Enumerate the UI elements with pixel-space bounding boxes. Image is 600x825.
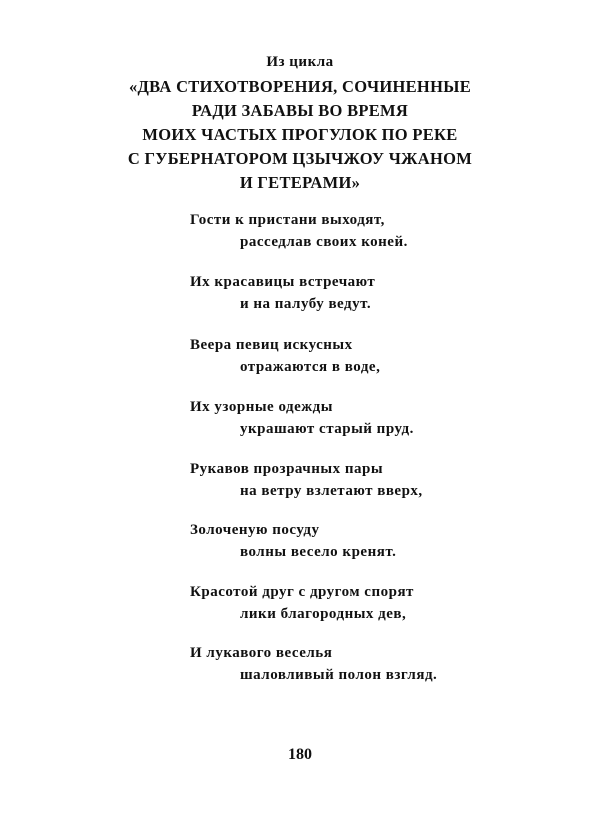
cycle-label: Из цикла (266, 54, 334, 70)
title-line: И ГЕТЕРАМИ» (239, 173, 361, 192)
verse-line-indented: и на палубу ведут. (240, 296, 372, 312)
verse-line: Веера певиц искусных (190, 337, 353, 353)
poem-title (0, 77, 600, 197)
verse-line: Гости к пристани выходят, (190, 212, 385, 228)
title-line: С ГУБЕРНАТОРОМ ЦЗЫЧЖОУ ЧЖАНОМ (127, 149, 473, 168)
verse-line-indented: лики благородных дев, (240, 606, 407, 622)
verse-line-indented: на ветру взлетают вверх, (240, 483, 423, 499)
verse-line-indented: расседлав своих коней. (240, 234, 408, 250)
verse-line: И лукавого веселья (190, 645, 333, 661)
verse-line-indented: отражаются в воде, (240, 359, 381, 375)
verse-line: Их узорные одежды (190, 399, 333, 415)
verse-line-indented: шаловливый полон взгляд. (240, 667, 438, 683)
verse-line: Золоченую посуду (190, 522, 320, 538)
verse-line: Их красавицы встречают (190, 274, 376, 290)
title-line: МОИХ ЧАСТЫХ ПРОГУЛОК ПО РЕКЕ (142, 125, 458, 144)
title-line: РАДИ ЗАБАВЫ ВО ВРЕМЯ (191, 101, 409, 120)
verse-line-indented: украшают старый пруд. (240, 421, 414, 437)
verse-line: Красотой друг с другом спорят (190, 584, 414, 600)
title-line: «ДВА СТИХОТВОРЕНИЯ, СОЧИНЕННЫЕ (128, 77, 472, 96)
verse-line-indented: волны весело кренят. (240, 544, 397, 560)
verse-line: Рукавов прозрачных пары (190, 461, 384, 477)
page-number: 180 (288, 746, 312, 763)
